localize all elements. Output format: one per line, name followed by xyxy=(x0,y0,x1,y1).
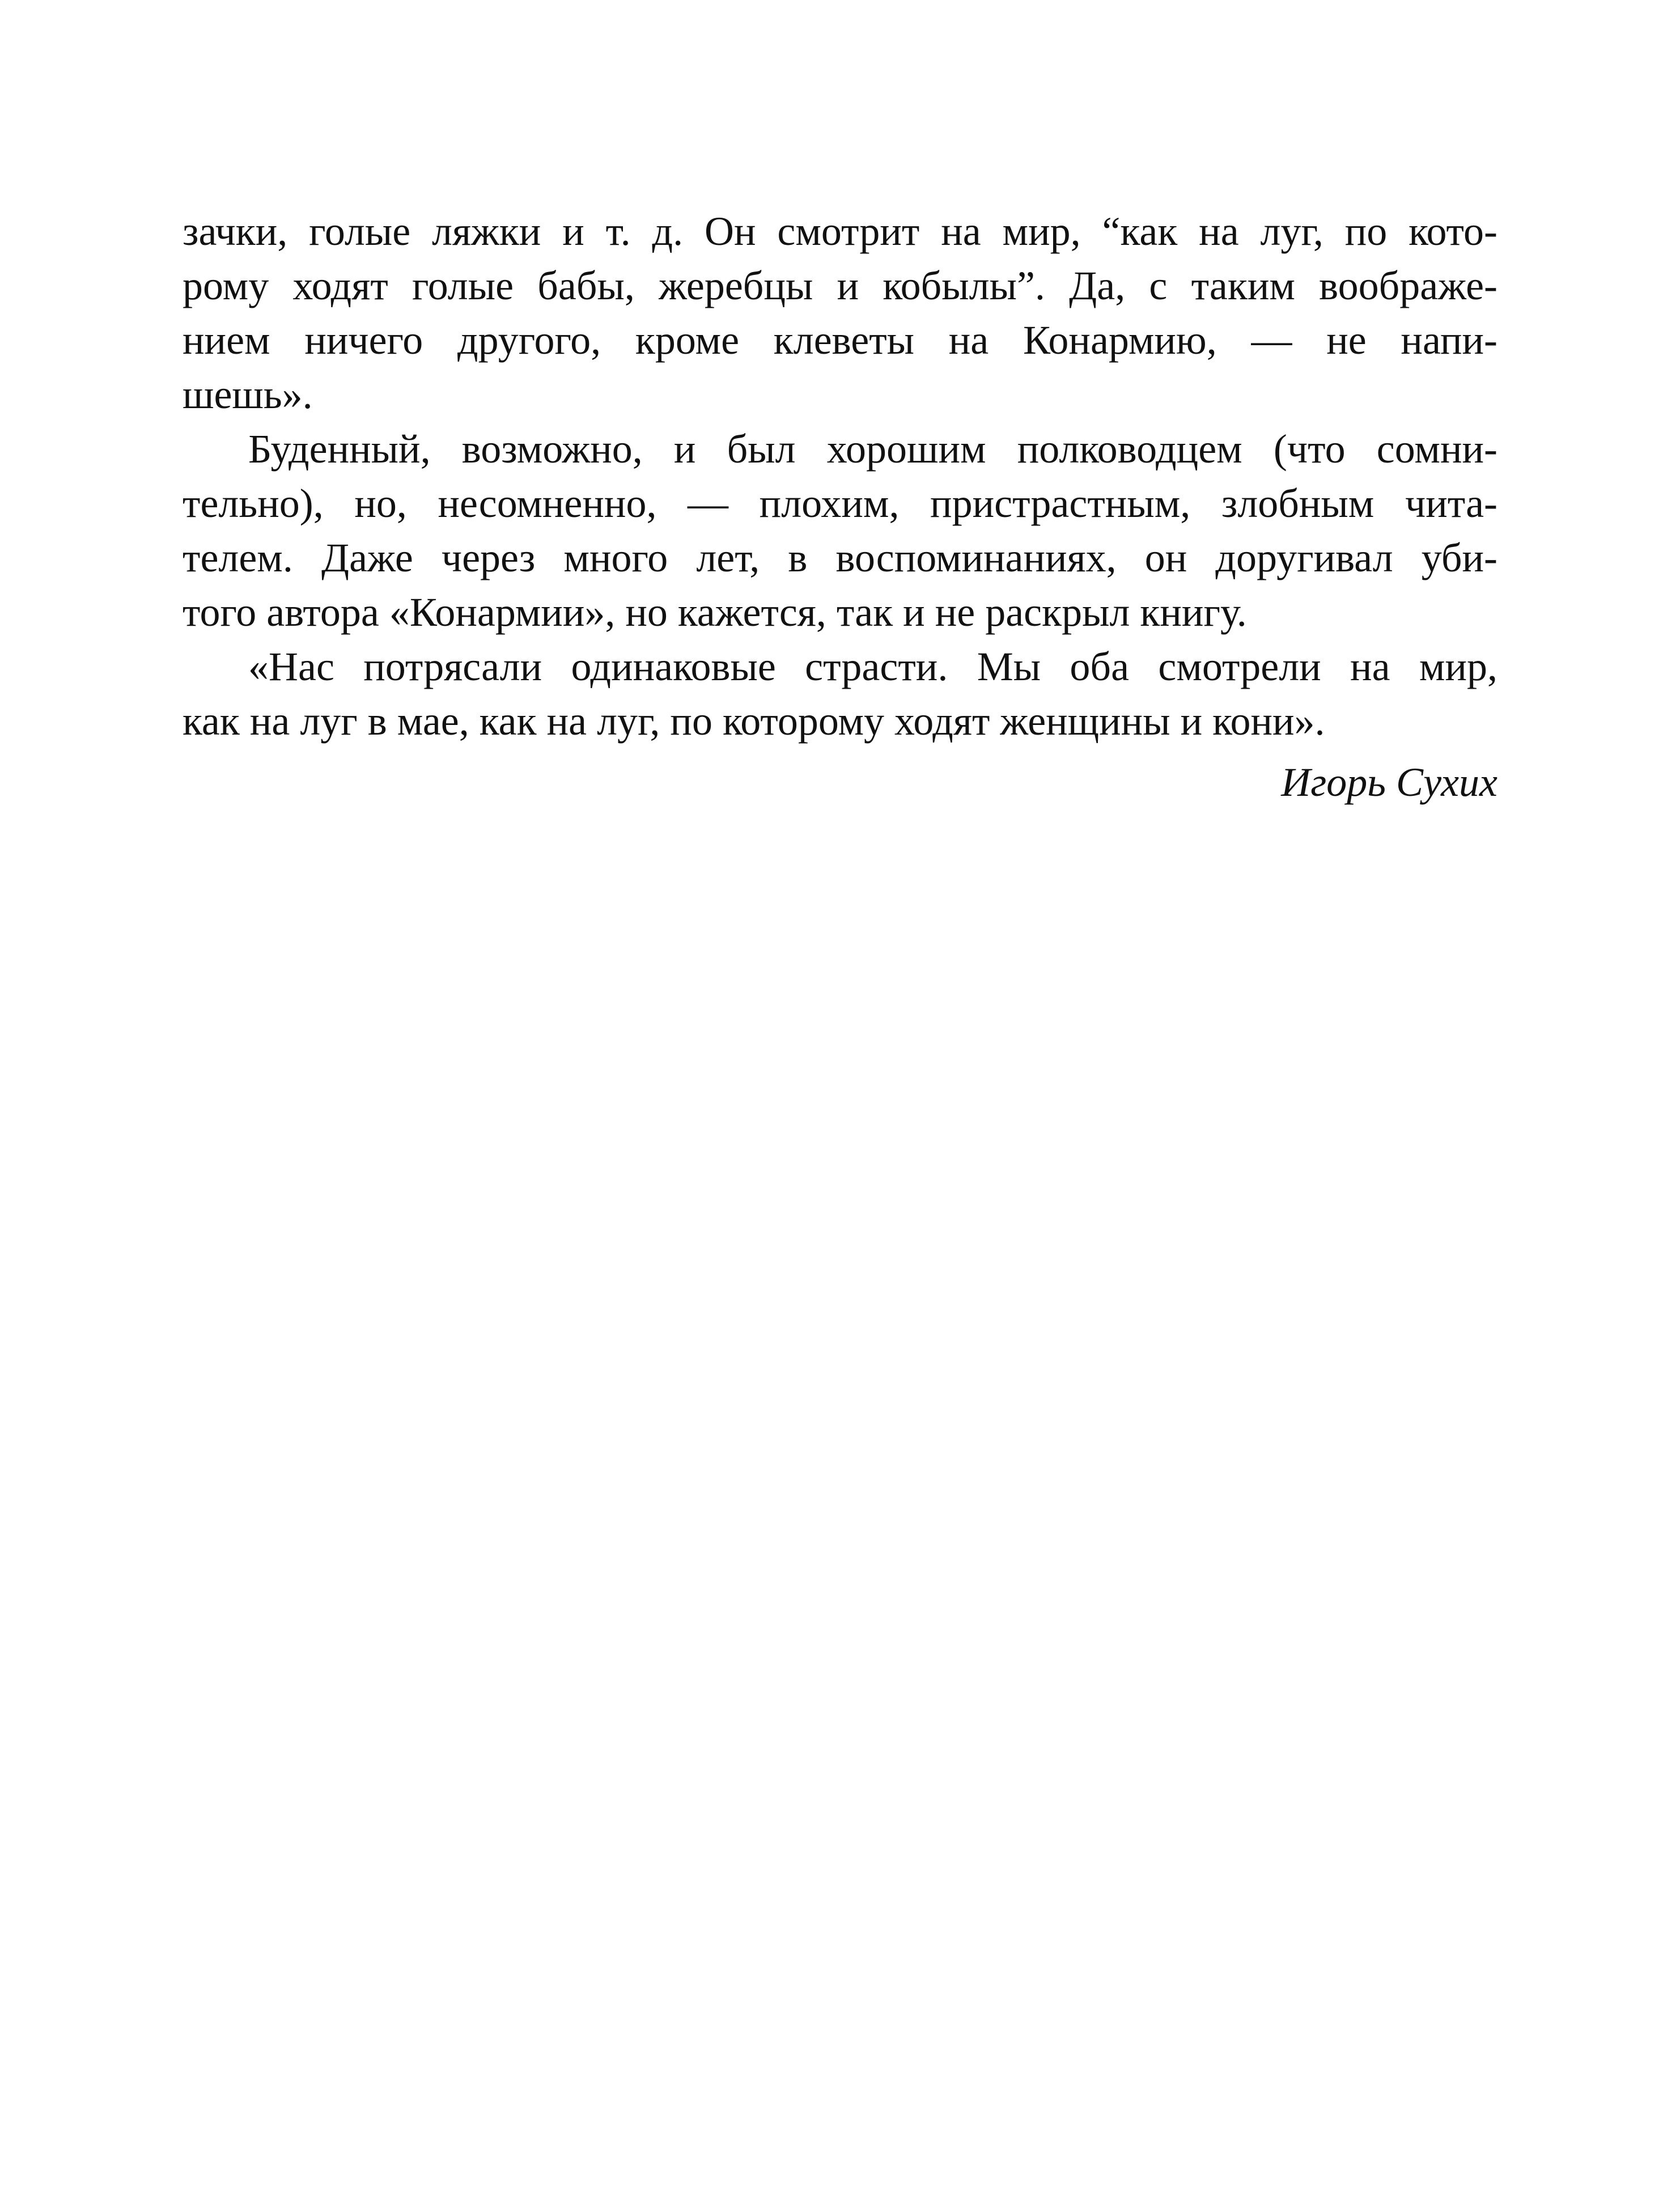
text-line: как на луг в мае, как на луг, по которому ходят женщины и кони». xyxy=(183,698,1325,744)
paragraph-3 xyxy=(183,639,1497,748)
text-line: рому ходят голые бабы, жеребцы и кобылы”. Да, с таким воображе- xyxy=(183,263,1497,308)
paragraph-1 xyxy=(183,204,1497,422)
text-line: нием ничего другого, кроме клеветы на Конармию, — не напи- xyxy=(183,317,1497,363)
text-line: шешь». xyxy=(183,372,313,417)
text-line: «Нас потрясали одинаковые страсти. Мы оба смотрели на мир, xyxy=(248,644,1497,689)
text-line: тельно), но, несомненно, — плохим, пристрастным, злобным чита- xyxy=(183,481,1497,526)
text-line: того автора «Конармии», но кажется, так и не раскрыл книгу. xyxy=(183,589,1247,635)
author-signature: Игорь Сухих xyxy=(1281,760,1497,805)
text-line: Буденный, возможно, и был хорошим полководцем (что сомни- xyxy=(248,426,1497,472)
paragraph-2 xyxy=(183,422,1497,639)
text-line: телем. Даже через много лет, в воспоминаниях, он доругивал уби- xyxy=(183,535,1497,580)
text-line: зачки, голые ляжки и т. д. Он смотрит на мир, “как на луг, по кото- xyxy=(183,209,1497,254)
text-body xyxy=(183,204,1497,809)
